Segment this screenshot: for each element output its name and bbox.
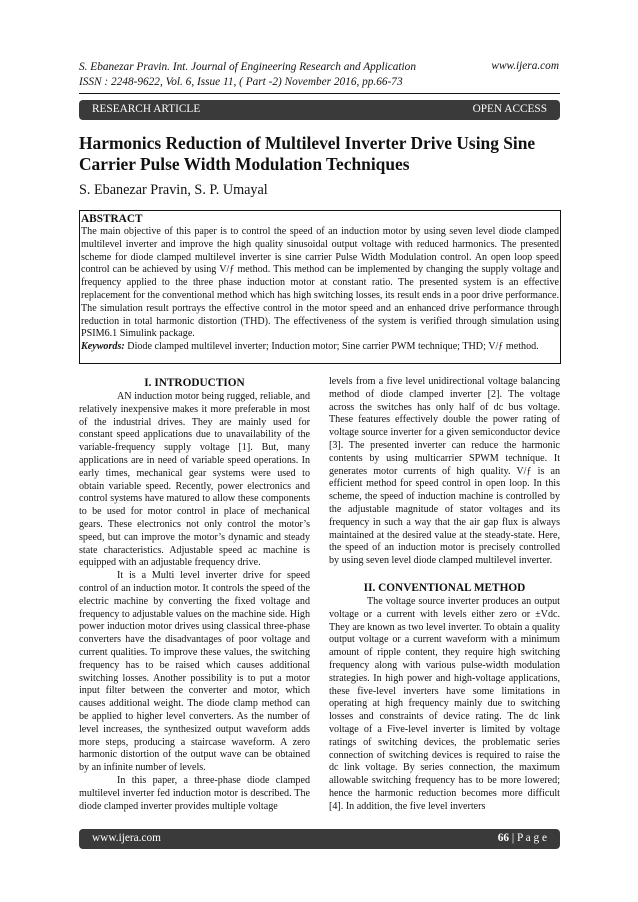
header-divider: [79, 93, 560, 94]
open-access-label: OPEN ACCESS: [472, 103, 547, 115]
article-banner: [79, 100, 560, 120]
keywords-line: [81, 341, 559, 354]
abstract-heading: ABSTRACT: [81, 213, 143, 225]
abstract-box: [79, 210, 561, 364]
conventional-paragraph-1: The voltage source inverter produces an output voltage or a current with levels either zero or ±Vdc. They are known as two level inverter. To obtain a quality output voltage or a current waveform with a minimum amount of ripple content, they require high switching frequency along with various pulse-width modulation strategies. In high power and high-voltage applications, these five-level inverters have some limitations in operating at high frequency mainly due to switching losses and constraints of device rating. The dc link voltage of a Five-level inverter is limited by voltage ratings of switching devices, the problematic series connection of switching devices is required to raise the dc link voltage. By series connection, the maximum allowable switching frequency has to be more lowered; hence the harmonic reduction becomes more difficult [4]. In addition, the five level inverters: [329, 595, 560, 812]
keywords-text: Diode clamped multilevel inverter; Induction motor; Sine carrier PWM technique; THD; V/ƒ method.: [124, 341, 539, 353]
header-website-link[interactable]: www.ijera.com: [491, 60, 559, 72]
journal-line: S. Ebanezar Pravin. Int. Journal of Engineering Research and Application: [79, 61, 416, 73]
abstract-body: The main objective of this paper is to control the speed of an induction motor by using seven level diode clamped multilevel inverter and improve the high quality sinusoidal output voltage with reduced harmonics. The presented scheme for diode clamped multilevel inverter is sine carrier Pulse Width Modulation control. An open loop speed control can be achieved by using V/ƒ method. This method can be implemented by changing the supply voltage and frequency applied to the three phase induction motor at constant ratio. The presented system is an effective replacement for the conventional method which has high switching losses, its result ends in a poor drive performance. The simulation result portrays the effective control in the motor speed and an enhanced drive performance through reduction in total harmonic distortion (THD). The effectiveness of the system is verified through simulation using PSIM6.1 Simulink package.: [81, 226, 559, 340]
intro-paragraph-1: AN induction motor being rugged, reliable, and relatively inexpensive makes it more preferable in most of the industrial drives. They are mainly used for constant speed applications due to unavailability of the variable-frequency supply voltage [1]. But, many applications are in need of variable speed operations. In early times, mechanical gear systems were used to obtain variable speed. Recently, power electronics and control systems have matured to allow these components to be used for motor control in place of mechanical gears. These electronics not only control the motor’s speed, but can improve the motor’s dynamic and steady state characteristics. Adjustable speed ac machine is equipped with an adjustable frequency drive.: [79, 391, 310, 569]
intro-paragraph-3-continued: levels from a five level unidirectional voltage balancing method of diode clamped inverter [2]. The voltage across the switches has only half of dc bus voltage. These features effectively double the power rating of voltage source inverter for a given semiconductor device [3]. The presented inverter can reduce the harmonic contents by using multicarrier SPWM technique. It generates motor currents of high quality. V/ƒ is an efficient method for speed control in open loop. In this scheme, the speed of induction machine is controlled by the adjustable magnitude of stator voltages and its frequency in such a way that the air gap flux is always maintained at the desired value at the steady-state. Here, the speed of an induction motor is precisely controlled by using seven level diode clamped multilevel inverter.: [329, 376, 560, 567]
page-label: | P a g e: [509, 832, 547, 844]
issn-line: ISSN : 2248-9622, Vol. 6, Issue 11, ( Part -2) November 2016, pp.66-73: [79, 76, 403, 88]
right-column: [329, 376, 560, 814]
article-type-label: RESEARCH ARTICLE: [92, 103, 201, 115]
page-footer: [79, 829, 560, 849]
introduction-heading: I. INTRODUCTION: [144, 377, 245, 389]
page-indicator: [498, 832, 547, 844]
intro-paragraph-2: It is a Multi level inverter drive for speed control of an induction motor. It controls the speed of the electric machine by converting the fixed voltage and frequency to adjustable values on the machine side. High power induction motor drives using classical three-phase converters have the disadvantages of poor voltage and current qualities. To improve these values, the switching frequency has to be raised which causes additional switching losses. Another possibility is to put a motor input filter between the converter and motor, which causes additional weight. The diode clamp method can be applied to higher level converters. As the number of level increases, the synthesized output waveform adds more steps, producing a staircase waveform. A zero harmonic distortion of the output wave can be obtained by an infinite number of levels.: [79, 570, 310, 774]
conventional-method-heading: II. CONVENTIONAL METHOD: [363, 581, 526, 594]
page-number: 66: [497, 832, 510, 844]
keywords-label: Keywords:: [81, 341, 125, 353]
paper-title: Harmonics Reduction of Multilevel Inverter Drive Using Sine Carrier Pulse Width Modulation Techniques: [79, 133, 536, 174]
intro-paragraph-3: In this paper, a three-phase diode clamped multilevel inverter fed induction motor is described. The diode clamped inverter provides multiple voltage: [79, 774, 310, 812]
running-header: [79, 60, 499, 90]
paper-authors: S. Ebanezar Pravin, S. P. Umayal: [79, 182, 268, 198]
footer-website-link[interactable]: www.ijera.com: [92, 832, 161, 844]
left-column: [79, 376, 310, 813]
